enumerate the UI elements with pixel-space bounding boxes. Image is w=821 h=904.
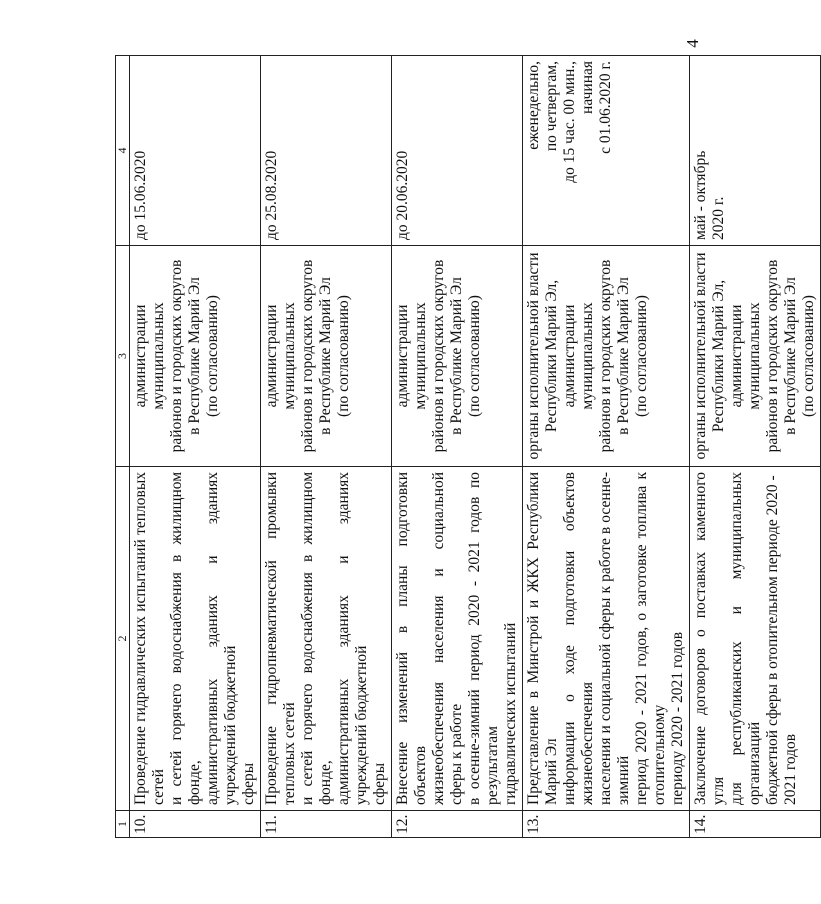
- task-line: и сетей горячего водоснабжения в жилищном фонде,: [299, 472, 334, 805]
- task-line: в осенне-зимний период 2020 - 2021 годов по результатам: [466, 472, 501, 805]
- task-line: период 2020 - 2021 годов, о заготовке топлива к отопительному: [633, 472, 668, 805]
- executor-line: (по согласованию): [633, 295, 650, 417]
- task-cell: [523, 467, 690, 811]
- task-line: периоду 2020 - 2021 годов: [669, 631, 686, 805]
- task-line: Внесение изменений в планы подготовки объектов: [394, 472, 429, 805]
- executor-line: Республики Марий Эл,: [710, 279, 727, 433]
- row-number: 12.: [392, 811, 523, 838]
- deadline-cell: [392, 56, 523, 246]
- executor-line: администрации муниципальных: [132, 302, 167, 410]
- executor-line: (по согласованию): [466, 295, 483, 417]
- executor-line: (по согласованию): [204, 295, 221, 417]
- executor-line: в Республике Марий Эл: [448, 277, 465, 435]
- task-line: информации о ходе подготовки объектов жизнеобеспечения: [561, 472, 596, 805]
- row-number: 13.: [523, 811, 690, 838]
- task-cell: [690, 467, 821, 811]
- executor-cell: [523, 246, 690, 467]
- deadline-line: до 25.08.2020: [263, 150, 280, 240]
- executor-line: районов и городских округов: [430, 259, 447, 453]
- task-cell: [392, 467, 523, 811]
- executor-line: районов и городских округов: [299, 259, 316, 453]
- executor-line: в Республике Марий Эл: [782, 277, 799, 435]
- deadline-line: до 20.06.2020: [394, 150, 411, 240]
- executor-line: в Республике Марий Эл: [317, 277, 334, 435]
- table-row: [523, 56, 690, 838]
- executor-line: в Республике Марий Эл: [615, 277, 632, 435]
- row-number: 14.: [690, 811, 821, 838]
- task-line: административных зданиях и зданиях учреждений бюджетной: [204, 472, 239, 805]
- task-line: и сетей горячего водоснабжения в жилищном фонде,: [168, 472, 203, 805]
- task-cell: [130, 467, 261, 811]
- executor-cell: [690, 246, 821, 467]
- table-row: [130, 56, 261, 838]
- task-cell: [261, 467, 392, 811]
- deadline-cell: [690, 56, 821, 246]
- header-row: [116, 56, 130, 838]
- header-col-3: 3: [116, 246, 130, 467]
- executor-line: органы исполнительной власти: [525, 252, 542, 460]
- plan-table: [115, 55, 821, 838]
- executor-line: администрации муниципальных: [394, 302, 429, 410]
- deadline-line: до 15 час. 00 мин.,: [561, 61, 578, 183]
- task-line: бюджетной сферы в отопительном периоде 2020 - 2021 годов: [764, 475, 799, 805]
- table-row: [261, 56, 392, 838]
- executor-line: в Республике Марий Эл: [186, 277, 203, 435]
- executor-line: Республики Марий Эл,: [543, 279, 560, 433]
- executor-line: органы исполнительной власти: [692, 252, 709, 460]
- task-line: Заключение договоров о поставках каменного угля: [692, 472, 727, 805]
- task-line: жизнеобеспечения населения и социальной сферы к работе: [430, 472, 465, 805]
- executor-cell: [261, 246, 392, 467]
- deadline-line: по четвергам,: [543, 61, 560, 152]
- executor-cell: [392, 246, 523, 467]
- deadline-line: 2020 г.: [710, 196, 727, 240]
- task-line: для республиканских и муниципальных организаций: [728, 472, 763, 805]
- table-row: [690, 56, 821, 838]
- executor-line: районов и городских округов: [168, 259, 185, 453]
- deadline-line: май - октябрь: [692, 150, 709, 240]
- task-line: Проведение гидравлических испытаний тепловых сетей: [132, 472, 167, 805]
- header-col-2: 2: [116, 467, 130, 811]
- row-number: 10.: [130, 811, 261, 838]
- page-number: 4: [682, 39, 702, 48]
- executor-line: районов и городских округов: [597, 259, 614, 453]
- table-row: [392, 56, 523, 838]
- executor-line: (по согласованию): [335, 295, 352, 417]
- task-line: гидравлических испытаний: [502, 622, 519, 805]
- deadline-cell: [523, 56, 690, 246]
- deadline-cell: [130, 56, 261, 246]
- task-line: Представление в Минстрой и ЖКХ Республики Марий Эл: [525, 472, 560, 805]
- task-line: сферы: [240, 762, 257, 805]
- deadline-line: с 01.06.2020 г.: [597, 61, 614, 154]
- header-col-4: 4: [116, 56, 130, 246]
- executor-cell: [130, 246, 261, 467]
- task-line: сферы: [371, 762, 388, 805]
- task-line: населения и социальной сферы к работе в осенне-зимний: [597, 472, 632, 805]
- row-number: 11.: [261, 811, 392, 838]
- executor-line: администрации муниципальных: [263, 302, 298, 410]
- deadline-line: до 15.06.2020: [132, 150, 149, 240]
- deadline-line: еженедельно,: [525, 61, 542, 150]
- executor-line: районов и городских округов: [764, 259, 781, 453]
- header-col-1: 1: [116, 811, 130, 838]
- executor-line: (по согласованию): [800, 295, 817, 417]
- task-line: административных зданиях и зданиях учреждений бюджетной: [335, 472, 370, 805]
- executor-line: администрации муниципальных: [561, 302, 596, 410]
- task-line: Проведение гидропневматической промывки тепловых сетей: [263, 472, 298, 805]
- plan-table-rotated: [115, 56, 817, 838]
- deadline-line: начиная: [579, 61, 596, 114]
- deadline-cell: [261, 56, 392, 246]
- executor-line: администрации муниципальных: [728, 302, 763, 410]
